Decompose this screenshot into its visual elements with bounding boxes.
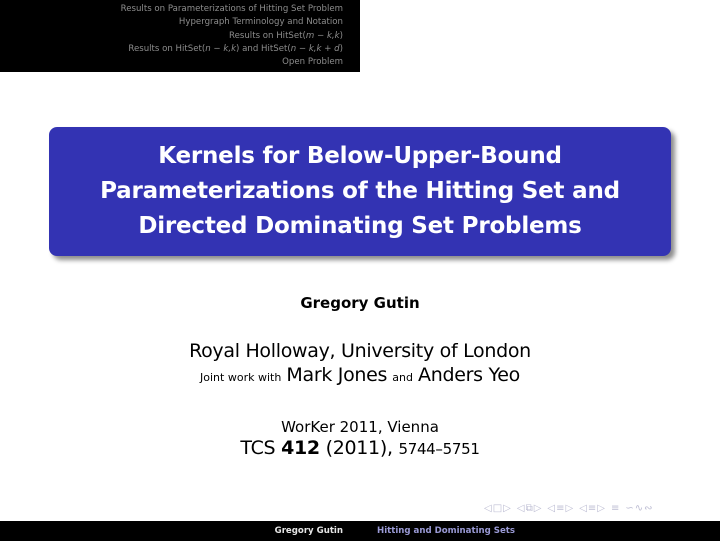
next-subsection-icon[interactable]: ▷ [533, 503, 542, 514]
institution: Royal Holloway, University of London [189, 340, 531, 362]
header-subsection-area [360, 0, 720, 72]
title-line-3: Directed Dominating Set Problems [138, 213, 582, 239]
footer-author-panel [0, 521, 360, 541]
next-section-icon[interactable]: ▷ [565, 503, 574, 514]
prev-section-icon[interactable]: ◁ [547, 503, 556, 514]
coauthor-2: Anders Yeo [418, 364, 520, 386]
title-line-2: Parameterizations of the Hitting Set and [100, 178, 620, 204]
next-document-icon[interactable]: ▷ [597, 503, 605, 514]
forward-icon[interactable]: ∾ [644, 503, 653, 514]
search-icon[interactable]: ∿ [634, 503, 644, 514]
document-icon[interactable]: ≡ [587, 503, 597, 514]
journal-volume: 412 [281, 437, 320, 459]
joint-work-prefix: Joint work with [200, 371, 282, 384]
nav-item-results-parameterizations[interactable]: Results on Parameterizations of Hitting Set Problem [120, 4, 343, 14]
publication-pages: 5744–5751 [398, 440, 480, 458]
coauthor-1: Mark Jones [286, 364, 388, 386]
prev-document-icon[interactable]: ◁ [579, 503, 587, 514]
header-section-navigation [0, 0, 360, 72]
joint-and: and [392, 371, 413, 384]
appendix-icon[interactable]: ≡ [611, 503, 620, 514]
publication-line [0, 437, 720, 459]
footer-title-panel [360, 521, 720, 541]
nav-item-hypergraph-terminology[interactable]: Hypergraph Terminology and Notation [178, 17, 343, 28]
nav-item-results-hitset-m-k[interactable]: Results on HitSet(m − k,k) [229, 30, 343, 41]
footer-short-title: Hitting and Dominating Sets [377, 526, 516, 536]
journal-name: TCS [240, 437, 276, 459]
title-line-1: Kernels for Below-Upper-Bound [158, 143, 562, 169]
author-name: Gregory Gutin [300, 294, 420, 312]
nav-item-open-problem[interactable]: Open Problem [282, 57, 343, 68]
nav-item-results-hitset-n-k[interactable]: Results on HitSet(n − k,k) and HitSet(n − k,k + d) [128, 43, 343, 54]
subsection-icon[interactable]: ⧉ [525, 503, 533, 514]
title-block [49, 127, 671, 256]
frame-icon[interactable]: □ [492, 503, 503, 514]
header-navigation-bar [0, 0, 720, 72]
prev-subsection-icon[interactable]: ◁ [516, 503, 525, 514]
back-icon[interactable]: ∽ [625, 503, 634, 514]
section-navigation-list [0, 3, 343, 69]
footer-author: Gregory Gutin [274, 526, 343, 536]
prev-frame-icon[interactable]: ◁ [484, 503, 492, 514]
beamer-navigation-symbols [484, 502, 653, 516]
next-frame-icon[interactable]: ▷ [503, 503, 511, 514]
event-line: WorKer 2011, Vienna [281, 418, 439, 436]
section-icon[interactable]: ≡ [556, 503, 565, 514]
joint-work-line [0, 364, 720, 386]
publication-year: (2011), [325, 437, 393, 459]
